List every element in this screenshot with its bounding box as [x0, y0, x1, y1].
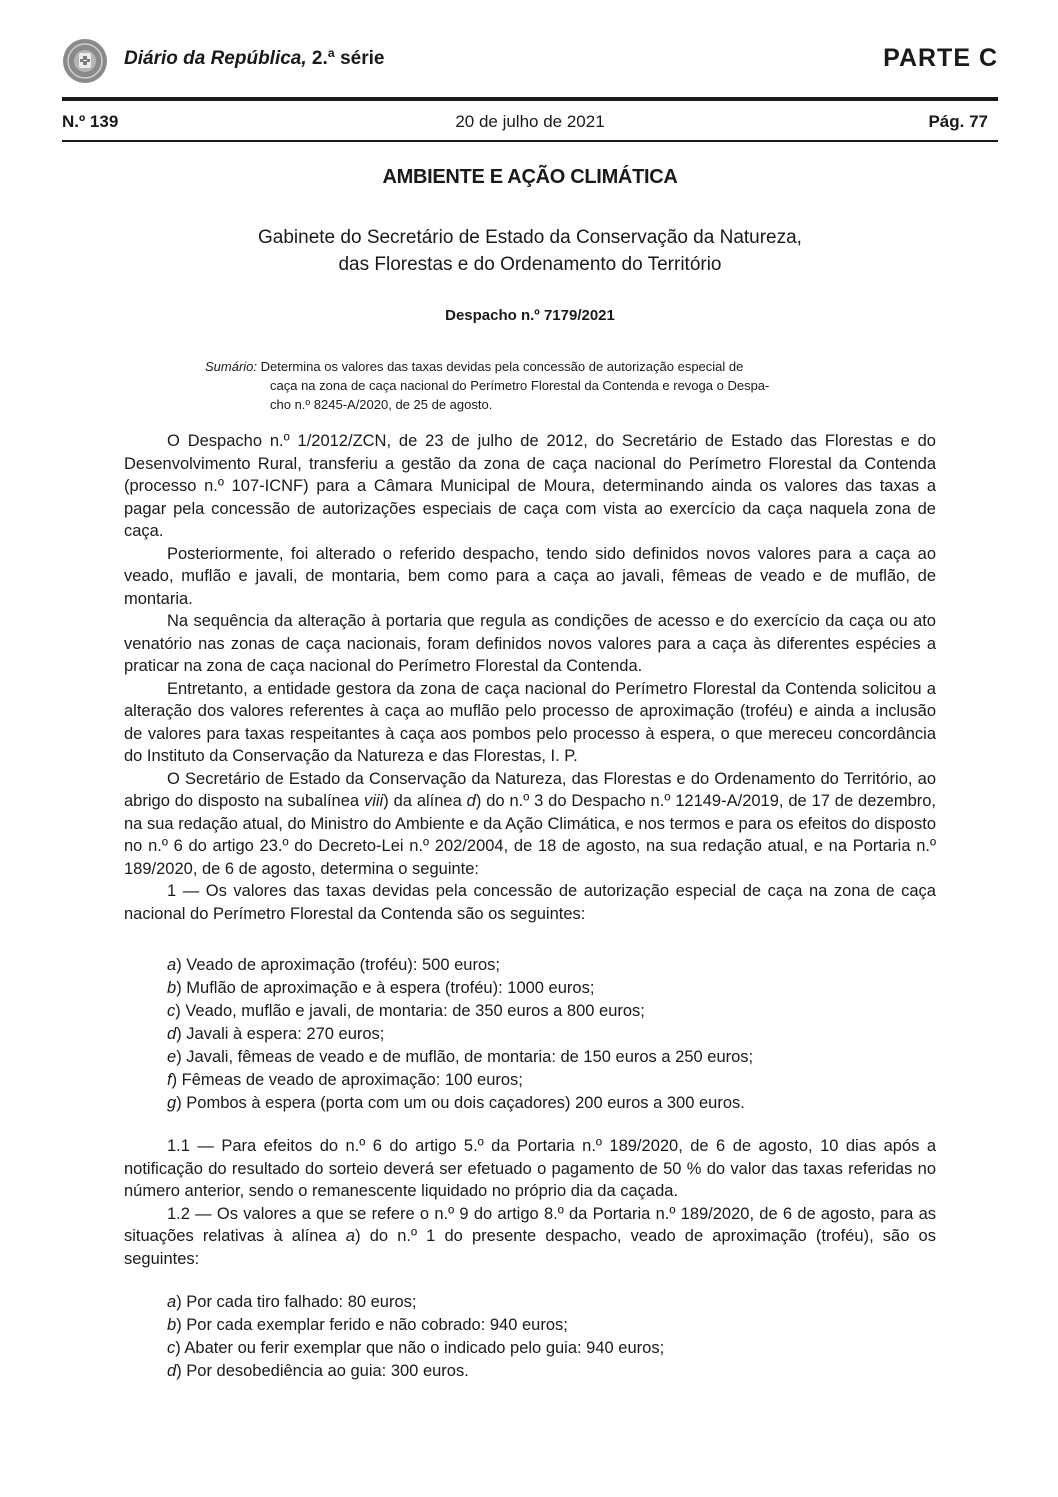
cabinet-line-2: das Florestas e do Ordenamento do Território [338, 254, 722, 275]
page-number: Pág. 77 [928, 112, 988, 131]
issue-date: 20 de julho de 2021 [455, 112, 605, 131]
paragraph-5-part-a: O Secretário de Estado da Conservação da Natureza, das Florestas e do Ordenamento do Território, ao abrigo do disposto na subalínea [124, 769, 936, 810]
list-item [167, 1069, 947, 1092]
list-item [167, 954, 947, 977]
list-item-text: ) Pombos à espera (porta com um ou dois caçadores) 200 euros a 300 euros. [176, 1094, 745, 1112]
list-item-text: ) Por cada tiro falhado: 80 euros; [176, 1293, 417, 1311]
summary-line-2: caça na zona de caça nacional do Perímetro Florestal da Contenda e revoga o Despa- [270, 378, 770, 393]
list-item [167, 977, 947, 1000]
paragraph-6: 1 — Os valores das taxas devidas pela concessão de autorização especial de caça na zona de caça nacional do Perímetro Florestal da Contenda são os seguintes: [124, 882, 936, 923]
page-header [62, 36, 998, 84]
list-item-letter: f [167, 1071, 172, 1089]
paragraph-2: Posteriormente, foi alterado o referido despacho, tendo sido definidos novos valores para a caça ao veado, muflão e javali, de montaria, bem como para a caça ao javali, fêmeas de veado e de muflão, de montaria. [124, 544, 936, 608]
list-item [167, 1337, 947, 1360]
list-item-text: ) Por cada exemplar ferido e não cobrado: 940 euros; [176, 1316, 568, 1334]
paragraph-8-part-a: 1.2 — Os valores a que se refere o n.º 9 do artigo 8.º da Portaria n.º 189/2020, de 6 de agosto, para as situações relativas à alínea [124, 1204, 936, 1245]
list-item-letter: g [167, 1094, 177, 1112]
cabinet-line-1: Gabinete do Secretário de Estado da Conservação da Natureza, [258, 227, 802, 248]
list-item-text: ) Javali à espera: 270 euros; [176, 1025, 385, 1043]
list-item-text: ) Muflão de aproximação e à espera (troféu): 1000 euros; [176, 979, 595, 997]
list-item-letter: c [167, 1339, 176, 1357]
paragraph-5-part-d: d [466, 792, 476, 810]
list-item [167, 1023, 947, 1046]
journal-title [124, 48, 384, 70]
ministry-heading: AMBIENTE E AÇÃO CLIMÁTICA [382, 166, 678, 188]
paragraph-5-part-e: ) do n.º 3 do Despacho n.º 12149-A/2019, de 17 de dezembro, na sua redação atual, do Ministro do Ambiente e da Ação Climática, e nos termos e para os efeitos do disposto no n.º 6 do artigo 23.º do Decreto-Lei n.º 202/2004, de 18 de agosto, na sua redação atual, e na Portaria n.º 189/2020, de 6 de agosto, determina o seguinte: [124, 792, 936, 878]
paragraph-8 [124, 1203, 936, 1271]
fees-list [167, 954, 947, 1115]
body-text-main [124, 430, 936, 925]
list-item [167, 1291, 947, 1314]
meta-rule [62, 140, 998, 142]
list-item-text: ) Veado, muflão e javali, de montaria: de 350 euros a 800 euros; [175, 1002, 645, 1020]
body-text-secondary [124, 1135, 936, 1270]
summary-line-3: cho n.º 8245-A/2020, de 25 de agosto. [270, 397, 493, 412]
list-item-text: ) Javali, fêmeas de veado e de muflão, de montaria: de 150 euros a 250 euros; [176, 1048, 754, 1066]
paragraph-5-part-b: viii [363, 792, 384, 810]
paragraph-5 [124, 768, 936, 881]
paragraph-8-part-c: ) do n.º 1 do presente despacho, veado de aproximação (troféu), são os seguintes: [124, 1227, 936, 1268]
list-item [167, 1314, 947, 1337]
list-item [167, 1092, 947, 1115]
list-item-text: ) Veado de aproximação (troféu): 500 euros; [176, 956, 500, 974]
issue-number: N.º 139 [62, 112, 119, 131]
summary-label: Sumário: [205, 359, 258, 374]
paragraph-1: O Despacho n.º 1/2012/ZCN, de 23 de julho de 2012, do Secretário de Estado das Florestas e do Desenvolvimento Rural, transferiu a gestão da zona de caça nacional do Perímetro Florestal da Contenda (processo n.º 107-ICNF) para a Câmara Municipal de Moura, determinando ainda os valores das taxas a pagar pela concessão de autorizações especiais de caça com vista ao exercício da caça naquela zona de caça. [124, 432, 936, 540]
list-item-letter: e [167, 1048, 177, 1066]
list-item-letter: b [167, 979, 177, 997]
list-item [167, 1046, 947, 1069]
list-item-letter: b [167, 1316, 177, 1334]
paragraph-5-part-c: ) da alínea [383, 792, 467, 810]
list-item-letter: c [167, 1002, 176, 1020]
part-label: PARTE C [883, 44, 998, 72]
header-rule [62, 97, 998, 101]
summary-line-1: Determina os valores das taxas devidas pela concessão de autorização especial de [257, 359, 744, 374]
list-item-letter: a [167, 956, 177, 974]
list-item-letter: d [167, 1362, 177, 1380]
list-item [167, 1000, 947, 1023]
paragraph-4: Entretanto, a entidade gestora da zona de caça nacional do Perímetro Florestal da Contenda solicitou a alteração dos valores referentes à caça ao muflão pelo processo de aproximação (troféu) e ainda a inclusão de valores para taxas respeitantes à caça aos pombos pelo processo à espera, o que mereceu concordância do Instituto da Conservação da Natureza e das Florestas, I. P. [124, 679, 936, 765]
list-item [167, 1360, 947, 1383]
issue-meta [62, 112, 998, 136]
list-item-text: ) Fêmeas de veado de aproximação: 100 euros; [171, 1071, 523, 1089]
penalties-list [167, 1291, 947, 1383]
summary-block [205, 357, 855, 414]
paragraph-8-part-b: a [345, 1227, 356, 1245]
republic-seal-icon [62, 38, 108, 84]
journal-series: 2.ª série [306, 48, 385, 69]
despacho-title: Despacho n.º 7179/2021 [445, 307, 615, 324]
paragraph-3: Na sequência da alteração à portaria que regula as condições de acesso e do exercício da caça ou ato venatório nas zonas de caça nacionais, foram definidos novos valores para a caça às diferentes espécies a praticar na zona de caça nacional do Perímetro Florestal da Contenda. [124, 612, 936, 675]
cabinet-heading [62, 224, 998, 278]
paragraph-7: 1.1 — Para efeitos do n.º 6 do artigo 5.º da Portaria n.º 189/2020, de 6 de agosto, 10 dias após a notificação do resultado do sorteio deverá ser efetuado o pagamento de 50 % do valor das taxas referidas no número anterior, sendo o remanescente liquidado no próprio dia da caçada. [124, 1137, 936, 1200]
list-item-text: ) Abater ou ferir exemplar que não o indicado pelo guia: 940 euros; [175, 1339, 665, 1357]
list-item-text: ) Por desobediência ao guia: 300 euros. [176, 1362, 469, 1380]
journal-name: Diário da República, [124, 48, 307, 69]
list-item-letter: d [167, 1025, 177, 1043]
list-item-letter: a [167, 1293, 177, 1311]
